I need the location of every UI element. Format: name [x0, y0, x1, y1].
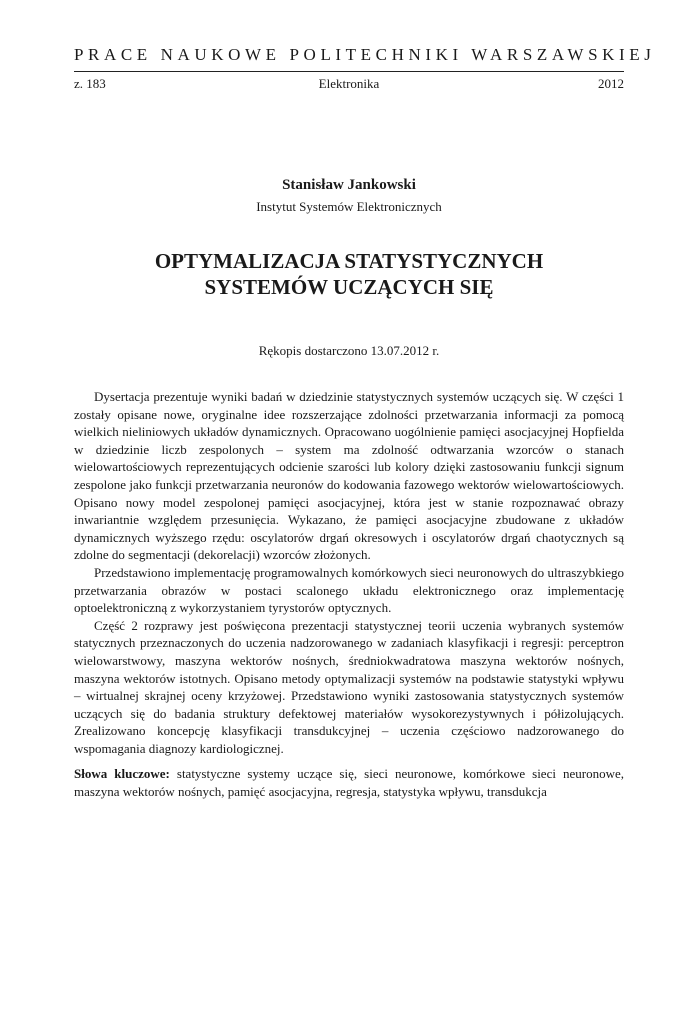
paper-title — [74, 248, 624, 300]
author-institute: Instytut Systemów Elektronicznych — [256, 199, 442, 214]
abstract-paragraph-1: Dysertacja prezentuje wyniki badań w dziedzinie statystycznych systemów uczących się. W części 1 zostały opisane nowe, oryginalne idee rozszerzające zdolności przetwarzania informacji za pomocą wielkich nieliniowych układów dynamicznych. Opracowano uogólnienie pamięci asocjacyjnej Hopfielda w dziedzinie liczb zespolonych – system ma zdolność odtwarzania wzorców o stanach wielowartościowych reprezentujących odcienie szarości lub kolory dzięki zastosowaniu funkcji signum zespolone jako funkcji przetwarzania neuronów do kodowania fazowego wektorów wielowartościowych. Opisano nowy model zespolonej pamięci asocjacyjnej, która jest w stanie rozpoznawać obrazy inwariantnie względem przesunięcia. Wykazano, że pamięci asocjacyjne zbudowane z układów dynamicznych wyższego rzędu: oscylatorów drgań okresowych i oscylatorów drgań chaotycznych są zdolne do segmentacji (dekorelacji) wzorców złożonych. — [74, 389, 624, 563]
abstract-paragraph-3: Część 2 rozprawy jest poświęcona prezentacji statystycznej teorii uczenia wybranych systemów statycznych przeznaczonych do uczenia nadzorowanego w zadaniach klasyfikacji i regresji: perceptron wielowarstwowy, maszyna wektorów nośnych, średniokwadratowa maszyna wektorów nośnych, maszyna wektorów istotnych. Opisano metody optymalizacji systemów na podstawie statystyki wpływu – wirtualnej skrajnej oceny krzyżowej. Przedstawiono wyniki zastosowania statystycznych systemów uczących się do badania struktury defektowej materiałów wysokorezystywnych i półizolujących. Zrealizowano koncepcję klasyfikacji transdukcyjnej – uczenia częściowo nadzorowanego do wspomagania diagnozy kardiologicznej. — [74, 617, 624, 756]
header-rule — [74, 71, 624, 72]
abstract-paragraph-2: Przedstawiono implementację programowalnych komórkowych sieci neuronowych do ultraszybkiego przetwarzania obrazów w postaci scalonego układu elektronicznego oraz implementację optoelektroniczną z wykorzystaniem tyrystorów optycznych. — [74, 564, 624, 616]
journal-title: PRACE NAUKOWE POLITECHNIKI WARSZAWSKIEJ — [74, 45, 656, 64]
title-line-2: SYSTEMÓW UCZĄCYCH SIĘ — [204, 275, 494, 299]
publication-year: 2012 — [598, 76, 624, 91]
keywords-text: statystyczne systemy uczące się, sieci neuronowe, komórkowe sieci neuronowe, maszyna wektorów nośnych, pamięć asocjacyjna, regresja, statystyka wpływu, transdukcja — [74, 766, 624, 800]
author-name: Stanisław Jankowski — [282, 177, 416, 193]
title-line-1: OPTYMALIZACJA STATYSTYCZNYCH — [154, 249, 544, 273]
keywords-label: Słowa kluczowe: — [74, 766, 170, 782]
keywords — [74, 765, 624, 800]
section-name: Elektronika — [318, 76, 380, 91]
abstract — [74, 388, 624, 801]
issue-number: z. 183 — [74, 76, 106, 91]
received-date: Rękopis dostarczono 13.07.2012 r. — [258, 343, 440, 358]
header-meta — [74, 76, 624, 94]
